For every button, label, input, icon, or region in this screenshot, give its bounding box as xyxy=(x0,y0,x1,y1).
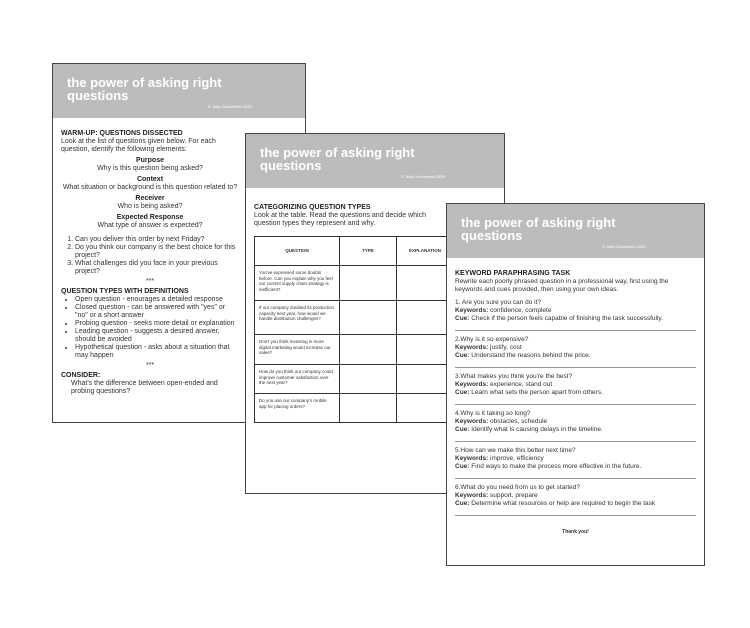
page-title: the power of asking right questions xyxy=(67,75,222,103)
section-heading: KEYWORD PARAPHRASING TASK xyxy=(455,270,571,277)
question-cell: How do you think our company could improve customer satisfaction over the next year? xyxy=(255,365,340,394)
element-label: Context xyxy=(136,176,164,183)
copyright: © Julia Ochsenfeld 2025 xyxy=(208,104,252,109)
intro-text: Look at the list of questions given below. For each question, identify the following elements: xyxy=(61,138,216,153)
explanation-cell[interactable] xyxy=(397,335,454,365)
cue: Determine what resources or help are required to begin the task xyxy=(471,500,656,507)
type-cell[interactable] xyxy=(340,365,397,394)
page-header xyxy=(447,204,704,258)
question-cell: You've expressed some doubts before. Can you explain why you feel our current supply chain strategy is inefficient? xyxy=(255,266,340,301)
list-item: 1. Can you deliver this order by next Friday? xyxy=(75,236,239,244)
section-heading: QUESTION TYPES WITH DEFINITIONS xyxy=(61,288,189,295)
separator: *** xyxy=(145,362,155,369)
question-cell: If our company doubled its production capacity next year, how would we handle distribution challenges? xyxy=(255,301,340,335)
cue-label: Cue: xyxy=(455,463,470,470)
keywords-label: Keywords: xyxy=(455,418,489,425)
cue: Understand the reasons behind the price. xyxy=(471,352,591,359)
section-heading: CATEGORIZING QUESTION TYPES xyxy=(254,204,371,211)
element-text: What type of answer is expected? xyxy=(97,222,203,229)
cue: Identify what is causing delays in the timeline. xyxy=(471,426,603,433)
page-header xyxy=(246,134,504,188)
task-item xyxy=(455,447,696,479)
worksheet-page-paraphrasing xyxy=(446,203,705,566)
explanation-cell[interactable] xyxy=(397,394,454,423)
explanation-cell[interactable] xyxy=(397,301,454,335)
task-item xyxy=(455,373,696,405)
keywords-label: Keywords: xyxy=(455,381,489,388)
task-question: 4.Why is it taking so long? xyxy=(455,410,531,417)
type-cell[interactable] xyxy=(340,394,397,423)
list-item: 3. What challenges did you face in your previous project? xyxy=(75,260,239,276)
task-item xyxy=(455,336,696,368)
cue-label: Cue: xyxy=(455,315,470,322)
list-item: • Hypothetical question - asks about a situation that may happen xyxy=(75,344,239,360)
explanation-cell[interactable] xyxy=(397,266,454,301)
cue-label: Cue: xyxy=(455,352,470,359)
task-item xyxy=(455,299,696,331)
question-table xyxy=(254,236,454,423)
task-question: 3.What makes you think you're the best? xyxy=(455,373,573,380)
list-item: • Leading question - suggests a desired answer, should be avoided xyxy=(75,328,239,344)
keywords-label: Keywords: xyxy=(455,344,489,351)
thank-you: Thank you! xyxy=(562,529,589,535)
answer-line[interactable] xyxy=(455,441,696,442)
list-item: • Open question - enourages a detailed response xyxy=(75,296,239,304)
section-heading: CONSIDER: xyxy=(61,372,101,379)
answer-line[interactable] xyxy=(455,478,696,479)
page-title: the power of asking right questions xyxy=(260,145,415,173)
task-item xyxy=(455,484,696,516)
copyright: © Julia Ochsenfeld 2025 xyxy=(401,174,445,179)
cue: Learn what sets the person apart from others. xyxy=(471,389,603,396)
keywords-label: Keywords: xyxy=(455,307,489,314)
answer-line[interactable] xyxy=(455,367,696,368)
task-question: 6.What do you need from us to get started? xyxy=(455,484,581,491)
task-question: 2.Why is it so expensive? xyxy=(455,336,529,343)
keywords-label: Keywords: xyxy=(455,455,489,462)
answer-line[interactable] xyxy=(455,515,696,516)
keywords: experience, stand out xyxy=(490,381,553,388)
task-question: 5.How can we make this better next time? xyxy=(455,447,576,454)
keywords-label: Keywords: xyxy=(455,492,489,499)
element-text: Who is being asked? xyxy=(117,203,183,210)
element-label: Purpose xyxy=(135,157,164,164)
column-header: EXPLANATION xyxy=(397,237,454,266)
column-header: TYPE xyxy=(340,237,397,266)
element-label: Receiver xyxy=(135,195,165,202)
task-question: 1. Are you sure you can do it? xyxy=(455,299,541,306)
task-item xyxy=(455,410,696,442)
explanation-cell[interactable] xyxy=(397,365,454,394)
intro-text: Rewrite each poorly phrased question in a professional way, first using the keywords and cues provided, then using your own ideas. xyxy=(455,278,669,293)
cue: Find ways to make the process more effective in the future. xyxy=(471,463,642,470)
keywords: confidence, complete xyxy=(490,307,552,314)
keywords: justify, cost xyxy=(490,344,522,351)
copyright: © Julia Ochsenfeld 2025 xyxy=(602,244,646,249)
cue-label: Cue: xyxy=(455,426,470,433)
type-cell[interactable] xyxy=(340,335,397,365)
list-item: 2. Do you think our company is the best choice for this project? xyxy=(75,244,239,260)
element-text: What situation or background is this question related to? xyxy=(62,184,238,191)
separator: *** xyxy=(145,278,155,285)
element-text: Why is this question being asked? xyxy=(97,165,203,172)
question-cell: Do you use our company's mobile app for placing orders? xyxy=(255,394,340,423)
element-label: Expected Response xyxy=(116,214,184,221)
page-title: the power of asking right questions xyxy=(461,215,616,243)
column-header: QUESTION xyxy=(255,237,340,266)
list-item: • Closed question - can be answered with "yes" or "no" or a short answer xyxy=(75,304,239,320)
list-item: • Probing question - seeks more detail or explanation xyxy=(75,320,239,328)
cue-label: Cue: xyxy=(455,500,470,507)
question-cell: Don't you think investing in more digital marketing would increase our sales? xyxy=(255,335,340,365)
answer-line[interactable] xyxy=(455,404,696,405)
keywords: improve, efficiency xyxy=(490,455,544,462)
cue: Check if the person feels capable of finishing the task successfully. xyxy=(471,315,663,322)
page-header xyxy=(53,64,305,118)
intro-text: Look at the table. Read the questions and decide which question types they represent and why. xyxy=(254,212,427,227)
answer-line[interactable] xyxy=(455,330,696,331)
cue-label: Cue: xyxy=(455,389,470,396)
section-heading: WARM-UP: QUESTIONS DISSECTED xyxy=(61,130,183,137)
type-cell[interactable] xyxy=(340,301,397,335)
keywords: obstacles, schedule xyxy=(490,418,548,425)
type-cell[interactable] xyxy=(340,266,397,301)
keywords: support, prepare xyxy=(490,492,538,499)
consider-text: What's the difference between open-ended and probing questions? xyxy=(71,380,218,395)
